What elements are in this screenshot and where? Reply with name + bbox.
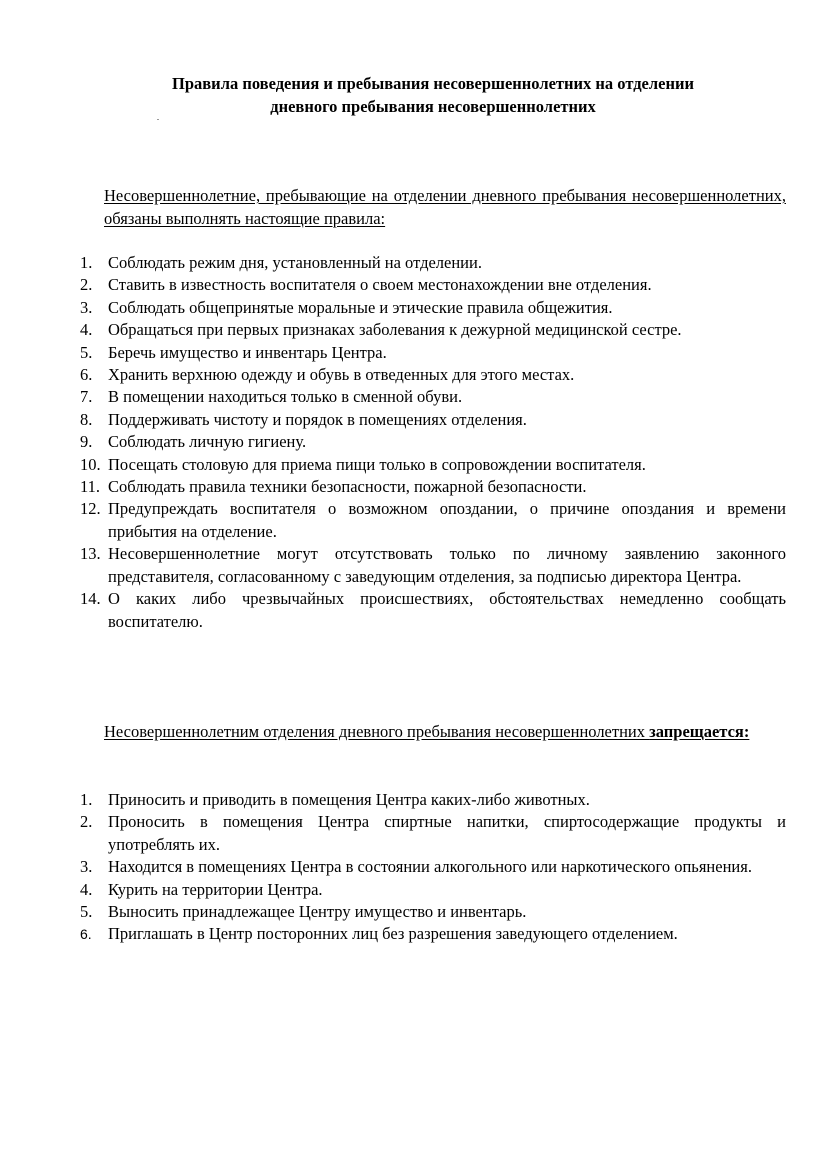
item-text: Соблюдать правила техники безопасности, пожарной безопасности. <box>108 477 587 497</box>
item-number: 4. <box>80 879 93 899</box>
item-text: Хранить верхнюю одежду и обувь в отведенных для этого местах. <box>108 365 575 385</box>
list-item <box>80 409 786 431</box>
item-number: 12. <box>80 499 101 519</box>
item-text: Приносить и приводить в помещения Центра каких-либо животных. <box>108 790 590 809</box>
prohibitions-intro <box>104 721 786 744</box>
item-text: Курить на территории Центра. <box>108 879 323 899</box>
item-text: Соблюдать личную гигиену. <box>108 432 307 452</box>
list-item <box>80 901 786 923</box>
item-number: 14. <box>80 589 101 609</box>
item-text: Проносить в помещения Центра спиртные напитки, спиртосодержащие продукты и употреблять их. <box>108 812 786 854</box>
list-item <box>80 498 786 543</box>
item-number: 11. <box>80 477 101 497</box>
list-item <box>80 454 786 476</box>
list-item <box>80 789 786 811</box>
item-text: Поддерживать чистоту и порядок в помещениях отделения. <box>108 409 527 429</box>
list-item <box>80 386 786 408</box>
item-number: 5. <box>80 902 93 922</box>
item-text: Ставить в известность воспитателя о своем местонахождении вне отделения. <box>108 275 652 295</box>
prohibitions-intro-bold: запрещается: <box>649 722 750 741</box>
item-number: 13. <box>80 544 101 564</box>
document-title <box>100 72 766 118</box>
item-text: Находится в помещениях Центра в состоянии алкогольного или наркотического опьянения. <box>108 857 752 877</box>
item-text: Приглашать в Центр посторонних лиц без разрешения заведующего отделением. <box>108 924 678 944</box>
item-number: 4. <box>80 320 93 340</box>
item-number: 3. <box>80 297 93 317</box>
list-item <box>80 879 786 901</box>
list-item <box>80 476 786 498</box>
list-item <box>80 856 786 878</box>
list-item <box>80 923 786 945</box>
item-text: Обращаться при первых признаках заболевания к дежурной медицинской сестре. <box>108 320 682 340</box>
list-item <box>80 252 786 274</box>
prohibitions-list <box>80 789 786 946</box>
item-number: 6. <box>80 926 92 943</box>
list-item <box>80 543 786 588</box>
item-number: 5. <box>80 342 93 362</box>
item-number: 1. <box>80 253 93 272</box>
item-text: Соблюдать режим дня, установленный на отделении. <box>108 253 482 272</box>
item-number: 9. <box>80 432 93 452</box>
item-text: Беречь имущество и инвентарь Центра. <box>108 342 387 362</box>
item-text: Посещать столовую для приема пищи только в сопровождении воспитателя. <box>108 454 646 474</box>
obligations-list <box>80 252 786 633</box>
title-line-1: Правила поведения и пребывания несовершеннолетних на отделении <box>172 74 694 93</box>
list-item <box>80 364 786 386</box>
item-number: 7. <box>80 387 93 407</box>
list-item <box>80 274 786 296</box>
item-text: В помещении находиться только в сменной обуви. <box>108 387 463 407</box>
item-number: 3. <box>80 857 93 877</box>
item-number: 8. <box>80 409 93 429</box>
list-item <box>80 319 786 341</box>
list-item <box>80 811 786 856</box>
item-number: 6. <box>80 365 93 385</box>
item-text: Несовершеннолетние могут отсутствовать только по личному заявлению законного представителя, согласованному с заведующим отделения, за подписью директора Центра. <box>108 544 786 586</box>
item-text: О каких либо чрезвычайных происшествиях, обстоятельствах немедленно сообщать воспитателю. <box>108 589 786 631</box>
item-number: 2. <box>80 275 93 295</box>
item-number: 10. <box>80 454 101 474</box>
scan-speck <box>157 119 159 120</box>
list-item <box>80 342 786 364</box>
list-item <box>80 588 786 633</box>
item-number: 1. <box>80 790 93 809</box>
title-line-2: дневного пребывания несовершеннолетних <box>270 97 596 116</box>
list-item <box>80 431 786 453</box>
obligations-intro <box>104 185 786 230</box>
prohibitions-intro-text: Несовершеннолетним отделения дневного пребывания несовершеннолетних <box>104 722 645 741</box>
item-text: Предупреждать воспитателя о возможном опоздании, о причине опоздания и времени прибытия на отделение. <box>108 499 786 541</box>
item-number: 2. <box>80 812 93 832</box>
obligations-intro-text: Несовершеннолетние, пребывающие на отделении дневного пребывания несовершеннолетних, обязаны выполнять настоящие правила: <box>104 186 786 228</box>
item-text: Выносить принадлежащее Центру имущество и инвентарь. <box>108 902 527 922</box>
list-item <box>80 297 786 319</box>
item-text: Соблюдать общепринятые моральные и этические правила общежития. <box>108 297 613 317</box>
